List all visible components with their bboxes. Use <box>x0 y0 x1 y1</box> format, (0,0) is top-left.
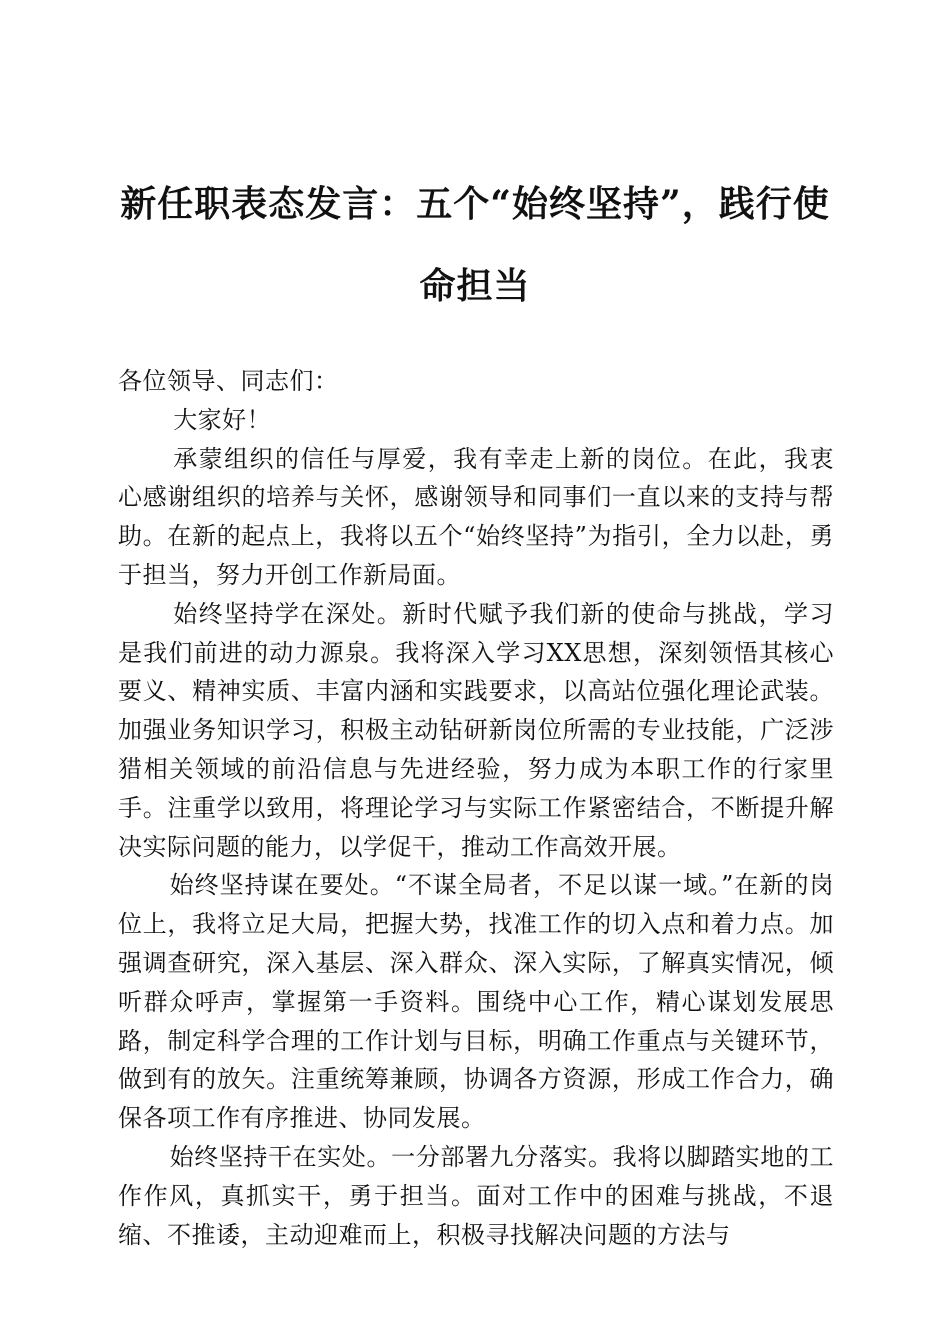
paragraph-study: 始终坚持学在深处。新时代赋予我们新的使命与挑战，学习是我们前进的动力源泉。我将深入学习XX思想，深刻领悟其核心要义、精神实质、丰富内涵和实践要求，以高站位强化理论武装。加强业务知识学习，积极主动钻研新岗位所需的专业技能，广泛涉猎相关领域的前沿信息与先进经验，努力成为本职工作的行家里手。注重学以致用，将理论学习与实际工作紧密结合，不断提升解决实际问题的能力，以学促干，推动工作高效开展。 <box>118 599 834 861</box>
document-body <box>118 362 834 1254</box>
salutation: 各位领导、同志们： <box>118 367 339 395</box>
paragraph-intro: 承蒙组织的信任与厚爱，我有幸走上新的岗位。在此，我衷心感谢组织的培养与关怀，感谢领导和同事们一直以来的支持与帮助。在新的起点上，我将以五个“始终坚持”为指引，全力以赴，勇于担当，努力开创工作新局面。 <box>118 444 834 589</box>
paragraph-action: 始终坚持干在实处。一分部署九分落实。我将以脚踏实地的工作作风，真抓实干，勇于担当。面对工作中的困难与挑战，不退缩、不推诿，主动迎难而上，积极寻找解决问题的方法与 <box>118 1142 834 1249</box>
paragraph-plan: 始终坚持谋在要处。“不谋全局者，不足以谋一域。”在新的岗位上，我将立足大局，把握大势，找准工作的切入点和着力点。加强调查研究，深入基层、深入群众、深入实际，了解真实情况，倾听群众呼声，掌握第一手资料。围绕中心工作，精心谋划发展思路，制定科学合理的工作计划与目标，明确工作重点与关键环节，做到有的放矢。注重统筹兼顾，协调各方资源，形成工作合力，确保各项工作有序推进、协同发展。 <box>118 871 834 1133</box>
greeting: 大家好！ <box>173 405 272 434</box>
document-title: 新任职表态发言：五个“始终坚持”，践行使命担当 <box>120 183 830 307</box>
